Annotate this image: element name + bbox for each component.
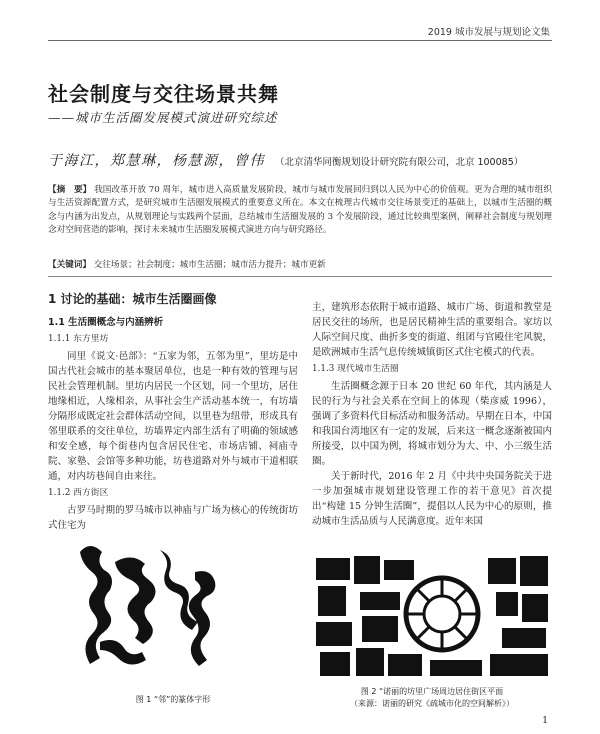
section-1-1-3-heading: 1.1.3 现代城市生活圈: [312, 364, 399, 374]
paragraph-5: 关于新时代，2016 年 2 月《中共中央国务院关于进一步加强城市规划建设管理工作的若干意见》首次提出“构建 15 分钟生活圈”，提倡以人民为中心的原则，推动城市生活品质与人民满意度。近年来国: [312, 471, 552, 527]
paragraph-4: 生活圈概念源于日本 20 世纪 60 年代，其内涵是人民的行为与社会关系在空间上的体现（柴彦威 1996），强调了多资料代目标活动和服务活动。早期在日本，中国和我国台湾地区有一定的发展，后来这一概念逐渐被国内所接受，以中国为例，将城市划分为大、中、小三级生活圈。: [312, 381, 552, 467]
paragraph-2: 古罗马时期的罗马城市以神庙与广场为核心的传统街坊式住宅为: [48, 505, 298, 531]
paper-title: 社会制度与交往场景共舞: [48, 82, 279, 106]
paper-subtitle: ——城市生活圈发展模式演进研究综述: [48, 110, 278, 125]
page-number: 1: [542, 716, 548, 726]
figure-2-caption-line-1: 图 2 “诺丽的坊里广场周边居住街区平面: [360, 687, 504, 696]
keywords: [48, 258, 552, 270]
section-1-heading: 1 讨论的基础：城市生活圈画像: [48, 292, 217, 306]
section-1-1-heading: 1.1 生活圈概念与内涵辨析: [48, 317, 164, 328]
authors-line: [48, 150, 523, 170]
keywords-label: 【关键词】: [48, 260, 91, 270]
section-divider: [48, 276, 552, 277]
author-names: 于海江，郑慧琳，杨慧源，曾伟: [48, 153, 265, 169]
abstract-label: 【摘 要】: [48, 185, 92, 195]
keywords-text: 交往场景；社会制度；城市生活圈；城市活力提升；城市更新: [93, 260, 326, 270]
figure-2-caption: [312, 686, 552, 710]
figure-ground-plan: [312, 552, 552, 680]
seal-glyph-figure: [60, 532, 240, 682]
affiliation: （北京清华同衡规划设计研究院有限公司，北京 100085）: [274, 157, 524, 168]
abstract-text: 我国改革开放 70 周年，城市进入高质量发展阶段，城市与城市发展回归到以人民为中心的价值观。更为合理的城市组织与生活资源配置方式，是研究城市生活圈发展模式的重要意义所在。本文在梳理古代城市交往场景变迁的基础上，以城市生活圈的概念与内涵为出发点，从规划理论与实践两个层面，总结城市生活圈发展的 3 个发展阶段，通过比较典型案例，阐释社会制度与规划理念对空间营造的影响，探讨未来城市生活圈发展模式演进方向与研究路径。: [48, 185, 552, 236]
figure-2-caption-line-2: （来源：诺丽的研究《疏城市化的空间解析》）: [350, 699, 514, 708]
right-column: [312, 300, 552, 529]
section-1-1-2-heading: 1.1.2 西方街区: [48, 488, 109, 498]
abstract: [48, 184, 552, 238]
paragraph-1: 同里《说文·邑部》：“五家为邻，五邻为里”，里坊是中国古代社会城市的基本聚居单位，也是一种有效的管理与居民社会管理机制。里坊内居民一个区划，同一个里坊，居住地缘相近，人缘相亲，从事社会生产活动基本统一，有坊墙分隔形成既定社会群体活动空间，以里巷为纽带，形成具有邻里联系的交往单位，坊墙界定内部生活有了明确的领域感和安全感，每个街巷内包含居民住宅、市场店铺、祠庙寺院、家塾、会馆等多种功能，坊巷道路对外与城市干道相联通，对内坊巷间自由来往。: [48, 351, 298, 482]
header-rule: [48, 40, 552, 41]
figure-1-caption: 图 1 “邻”的篆体字形: [135, 695, 211, 704]
section-1-1-1-heading: 1.1.1 东方里坊: [48, 334, 109, 344]
paragraph-3: 主，建筑形态依附于城市道路、城市广场、街道和教堂是居民交往的场所，也是居民精神生活的重要组合。家坊以人际空间尺度、曲折多变的街道、组团与官殿住宅风貌，是欧洲城市生活气息传统城镇街区式住宅模式的代表。: [312, 302, 552, 358]
running-head: 2019 城市发展与规划论文集: [427, 27, 550, 38]
left-column: [48, 288, 298, 533]
